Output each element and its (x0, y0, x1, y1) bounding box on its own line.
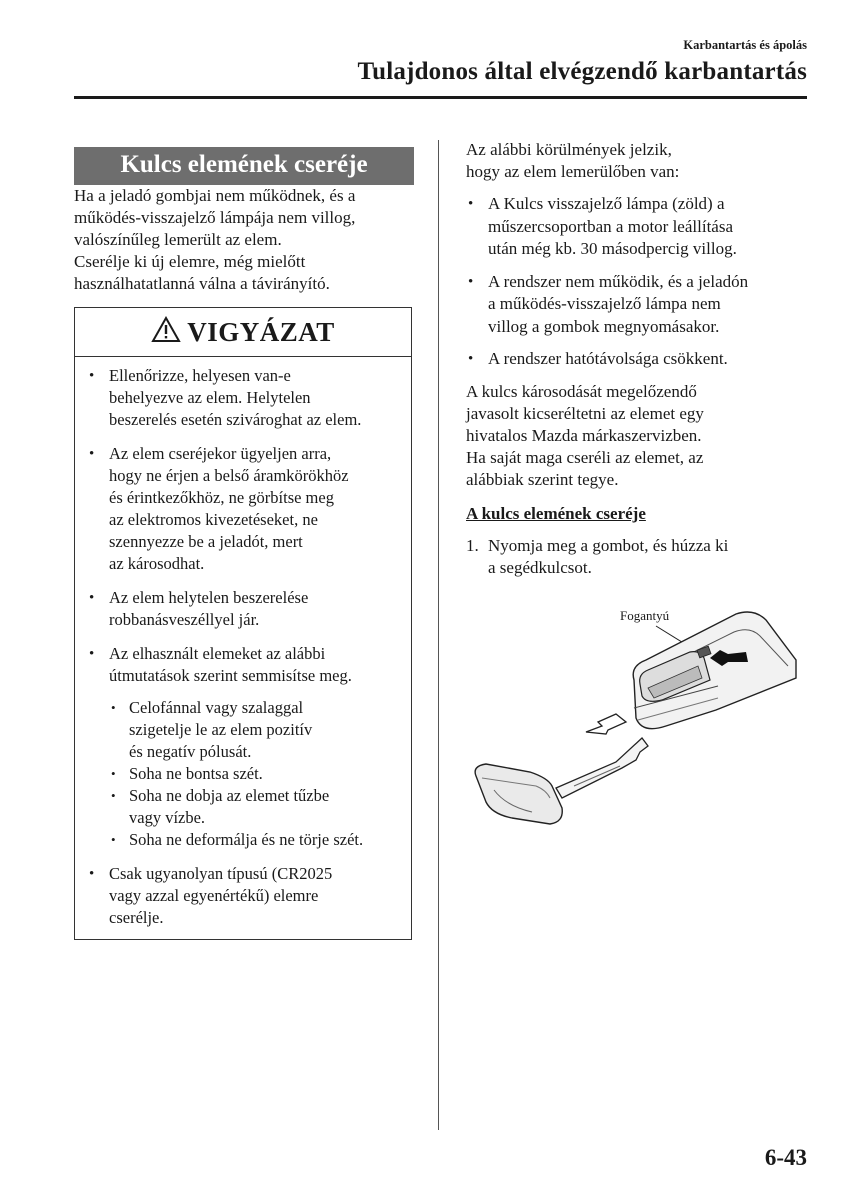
list-item: • A rendszer hatótávolsága csökkent. (466, 348, 811, 371)
figure-callout-label: Fogantyú (620, 608, 670, 623)
sublist-item: • Soha ne dobja az elemet tűzbe vagy vízbe. (109, 785, 401, 829)
column-divider (438, 140, 439, 1130)
section-label: Karbantartás és ápolás (683, 38, 807, 52)
intro-line: használhatatlanná válna a távirányító. (74, 274, 330, 293)
caution-header (75, 308, 411, 357)
procedure-steps (466, 535, 811, 580)
page-title: Tulajdonos által elvégzendő karbantartás (357, 58, 807, 85)
caution-list (75, 365, 411, 929)
disposal-sublist (109, 697, 401, 851)
sublist-item: • Soha ne deformálja és ne törje szét. (109, 829, 401, 851)
intro-line: Ha a jeladó gombjai nem működnek, és a (74, 186, 356, 205)
list-item: • A rendszer nem működik, és a jeladón a működés-visszajelző lámpa nem villog a gombok megnyomásakor. (466, 271, 811, 339)
list-item: • Ellenőrizze, helyesen van-e behelyezve az elem. Helytelen beszerelés esetén szivároghat az elem. (87, 365, 401, 431)
sublist-item: • Soha ne bontsa szét. (109, 763, 401, 785)
right-column (466, 139, 811, 580)
list-item: • Az elem helytelen beszerelése robbanásveszéllyel jár. (87, 587, 401, 631)
section-heading: Kulcs elemének cseréje (74, 147, 414, 185)
list-item: • Az elhasznált elemeket az alábbi útmutatások szerint semmisítse meg. • Celofánnal vagy szalaggal szigetelje le az elem pozitív és negatív pólusát. • Soha ne bontsa szét. • Soha ne dobja az elemet tűzbe vagy vízbe. • Soha ne deformálja és ne törje szét. (87, 643, 401, 851)
step-item: 1. Nyomja meg a gombot, és húzza ki a segédkulcsot. (466, 535, 729, 577)
procedure-subheading: A kulcs elemének cseréje (466, 503, 646, 523)
list-item: • Csak ugyanolyan típusú (CR2025 vagy azzal egyenértékű) elemre cserélje. (87, 863, 401, 929)
symptoms-list (466, 193, 811, 371)
intro-line: működés-visszajelző lámpája nem villog, (74, 208, 356, 227)
key-drawing (466, 600, 811, 840)
intro-line: valószínűleg lemerült az elem. (74, 230, 282, 249)
title-rule (74, 96, 807, 99)
list-item: • Az elem cseréjekor ügyeljen arra, hogy ne érjen a belső áramkörökhöz és érintkezőkhöz, ne görbítse meg az elektromos kivezetéseket, ne szennyezze be a jeladót, mert az károsodhat. (87, 443, 401, 575)
page-number: 6-43 (764, 1145, 807, 1170)
step-number: 1. (466, 535, 479, 555)
left-column (74, 147, 414, 940)
intro-paragraph (74, 185, 414, 295)
symptoms-intro: Az alábbi körülmények jelzik, hogy az elem lemerülőben van: (466, 140, 680, 181)
warning-triangle-icon (151, 316, 181, 348)
caution-title: VIGYÁZAT (187, 316, 335, 347)
sublist-item: • Celofánnal vagy szalaggal szigetelje le az elem pozitív és negatív pólusát. (109, 697, 401, 763)
advice-paragraph: A kulcs károsodását megelőzendő javasolt kicseréltetni az elemet egy hivatalos Mazda márkaszervizben. Ha saját maga cseréli az elemet, az alábbiak szerint tegye. (466, 381, 704, 489)
key-illustration (466, 600, 811, 840)
list-item: • A Kulcs visszajelző lámpa (zöld) a műszercsoportban a motor leállítása után még kb. 30 másodpercig villog. (466, 193, 811, 261)
caution-box (74, 307, 412, 940)
intro-line: Cserélje ki új elemre, még mielőtt (74, 252, 306, 271)
